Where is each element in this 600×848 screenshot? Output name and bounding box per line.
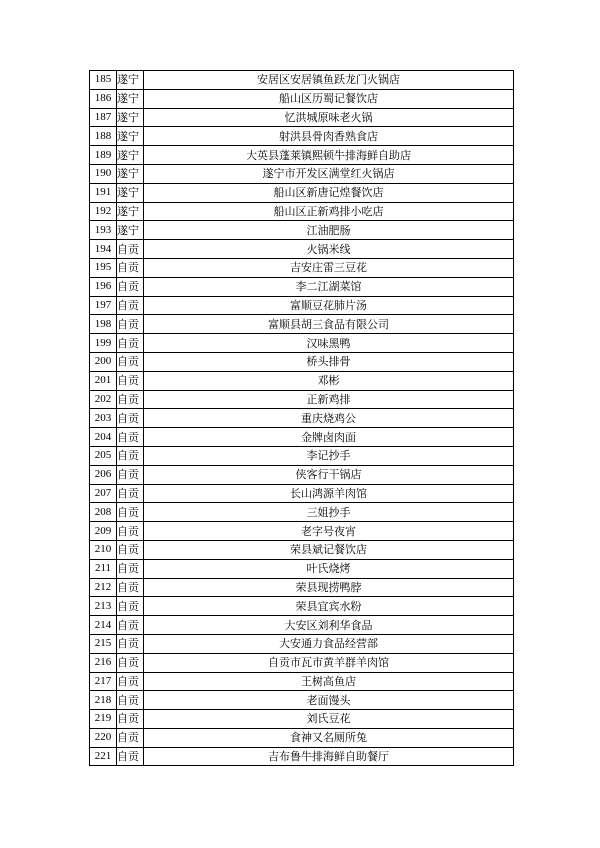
row-city-cell: 自贡 bbox=[117, 409, 144, 428]
row-city-cell: 自贡 bbox=[117, 428, 144, 447]
row-city-cell: 自贡 bbox=[117, 559, 144, 578]
row-city-cell: 自贡 bbox=[117, 691, 144, 710]
table-row bbox=[90, 597, 514, 616]
row-city-cell: 自贡 bbox=[117, 240, 144, 259]
row-name-cell: 自贡市瓦市黄羊群羊肉馆 bbox=[144, 653, 514, 672]
row-number-cell: 188 bbox=[90, 127, 117, 146]
row-number-cell: 221 bbox=[90, 747, 117, 766]
row-city-cell: 遂宁 bbox=[117, 202, 144, 221]
table-row bbox=[90, 183, 514, 202]
table-row bbox=[90, 258, 514, 277]
row-name-cell: 荣县斌记餐饮店 bbox=[144, 540, 514, 559]
row-number-cell: 211 bbox=[90, 559, 117, 578]
row-city-cell: 自贡 bbox=[117, 334, 144, 353]
row-city-cell: 自贡 bbox=[117, 296, 144, 315]
row-city-cell: 自贡 bbox=[117, 616, 144, 635]
row-number-cell: 208 bbox=[90, 503, 117, 522]
row-name-cell: 荣县现捞鸭脖 bbox=[144, 578, 514, 597]
row-city-cell: 自贡 bbox=[117, 258, 144, 277]
row-name-cell: 正新鸡排 bbox=[144, 390, 514, 409]
row-number-cell: 219 bbox=[90, 710, 117, 729]
row-number-cell: 202 bbox=[90, 390, 117, 409]
table-row bbox=[90, 503, 514, 522]
row-number-cell: 213 bbox=[90, 597, 117, 616]
table-body bbox=[90, 71, 514, 766]
row-number-cell: 185 bbox=[90, 71, 117, 90]
table-row bbox=[90, 672, 514, 691]
table-row bbox=[90, 728, 514, 747]
row-number-cell: 193 bbox=[90, 221, 117, 240]
row-name-cell: 汉味黑鸭 bbox=[144, 334, 514, 353]
row-name-cell: 大英县蓬莱镇熙顿牛排海鲜自助店 bbox=[144, 146, 514, 165]
row-name-cell: 遂宁市开发区满堂红火锅店 bbox=[144, 164, 514, 183]
row-name-cell: 叶氏烧烤 bbox=[144, 559, 514, 578]
table-row bbox=[90, 559, 514, 578]
table-row bbox=[90, 484, 514, 503]
row-city-cell: 自贡 bbox=[117, 465, 144, 484]
row-city-cell: 自贡 bbox=[117, 390, 144, 409]
row-name-cell: 船山区新唐记煌餐饮店 bbox=[144, 183, 514, 202]
row-number-cell: 200 bbox=[90, 352, 117, 371]
row-number-cell: 198 bbox=[90, 315, 117, 334]
row-name-cell: 李记抄手 bbox=[144, 446, 514, 465]
row-city-cell: 自贡 bbox=[117, 371, 144, 390]
table-row bbox=[90, 616, 514, 635]
row-city-cell: 自贡 bbox=[117, 503, 144, 522]
row-city-cell: 自贡 bbox=[117, 578, 144, 597]
row-name-cell: 船山区正新鸡排小吃店 bbox=[144, 202, 514, 221]
row-name-cell: 富顺县胡三食品有限公司 bbox=[144, 315, 514, 334]
row-number-cell: 197 bbox=[90, 296, 117, 315]
table-row bbox=[90, 89, 514, 108]
row-number-cell: 195 bbox=[90, 258, 117, 277]
row-number-cell: 194 bbox=[90, 240, 117, 259]
row-number-cell: 206 bbox=[90, 465, 117, 484]
row-city-cell: 自贡 bbox=[117, 352, 144, 371]
row-city-cell: 自贡 bbox=[117, 728, 144, 747]
row-number-cell: 196 bbox=[90, 277, 117, 296]
row-city-cell: 自贡 bbox=[117, 522, 144, 541]
row-name-cell: 长山鸿源羊肉馆 bbox=[144, 484, 514, 503]
table-row bbox=[90, 334, 514, 353]
row-city-cell: 自贡 bbox=[117, 710, 144, 729]
row-name-cell: 金牌卤肉面 bbox=[144, 428, 514, 447]
row-city-cell: 遂宁 bbox=[117, 183, 144, 202]
table-row bbox=[90, 522, 514, 541]
table-row bbox=[90, 127, 514, 146]
row-name-cell: 王树高鱼店 bbox=[144, 672, 514, 691]
table-row bbox=[90, 634, 514, 653]
row-city-cell: 自贡 bbox=[117, 747, 144, 766]
row-number-cell: 207 bbox=[90, 484, 117, 503]
row-number-cell: 199 bbox=[90, 334, 117, 353]
row-name-cell: 李二江湖菜馆 bbox=[144, 277, 514, 296]
table-row bbox=[90, 747, 514, 766]
table-row bbox=[90, 710, 514, 729]
row-number-cell: 201 bbox=[90, 371, 117, 390]
row-name-cell: 江油肥肠 bbox=[144, 221, 514, 240]
table-row bbox=[90, 71, 514, 90]
row-city-cell: 遂宁 bbox=[117, 146, 144, 165]
row-name-cell: 荣县宜宾水粉 bbox=[144, 597, 514, 616]
row-city-cell: 自贡 bbox=[117, 672, 144, 691]
row-number-cell: 215 bbox=[90, 634, 117, 653]
row-name-cell: 船山区历蜀记餐饮店 bbox=[144, 89, 514, 108]
row-name-cell: 老面馒头 bbox=[144, 691, 514, 710]
row-number-cell: 191 bbox=[90, 183, 117, 202]
row-number-cell: 190 bbox=[90, 164, 117, 183]
row-city-cell: 遂宁 bbox=[117, 89, 144, 108]
row-city-cell: 自贡 bbox=[117, 597, 144, 616]
table-row bbox=[90, 164, 514, 183]
row-city-cell: 遂宁 bbox=[117, 71, 144, 90]
row-city-cell: 遂宁 bbox=[117, 127, 144, 146]
row-name-cell: 邓彬 bbox=[144, 371, 514, 390]
row-number-cell: 203 bbox=[90, 409, 117, 428]
table-row bbox=[90, 390, 514, 409]
table-row bbox=[90, 240, 514, 259]
row-number-cell: 186 bbox=[90, 89, 117, 108]
row-number-cell: 217 bbox=[90, 672, 117, 691]
row-number-cell: 187 bbox=[90, 108, 117, 127]
row-number-cell: 210 bbox=[90, 540, 117, 559]
row-city-cell: 遂宁 bbox=[117, 221, 144, 240]
row-name-cell: 重庆烧鸡公 bbox=[144, 409, 514, 428]
row-number-cell: 209 bbox=[90, 522, 117, 541]
row-name-cell: 侠客行干锅店 bbox=[144, 465, 514, 484]
row-number-cell: 192 bbox=[90, 202, 117, 221]
row-name-cell: 刘氏豆花 bbox=[144, 710, 514, 729]
table-row bbox=[90, 578, 514, 597]
restaurant-table bbox=[89, 70, 514, 766]
row-city-cell: 自贡 bbox=[117, 277, 144, 296]
row-name-cell: 安居区安居镇鱼跃龙门火锅店 bbox=[144, 71, 514, 90]
table-row bbox=[90, 691, 514, 710]
row-city-cell: 自贡 bbox=[117, 484, 144, 503]
table-row bbox=[90, 146, 514, 165]
table-row bbox=[90, 540, 514, 559]
table-row bbox=[90, 465, 514, 484]
row-city-cell: 自贡 bbox=[117, 653, 144, 672]
row-city-cell: 遂宁 bbox=[117, 164, 144, 183]
row-number-cell: 189 bbox=[90, 146, 117, 165]
table-row bbox=[90, 108, 514, 127]
table-row bbox=[90, 653, 514, 672]
row-number-cell: 218 bbox=[90, 691, 117, 710]
table-row bbox=[90, 409, 514, 428]
table-row bbox=[90, 352, 514, 371]
row-name-cell: 大安区刘利华食品 bbox=[144, 616, 514, 635]
row-city-cell: 遂宁 bbox=[117, 108, 144, 127]
row-name-cell: 三姐抄手 bbox=[144, 503, 514, 522]
table-row bbox=[90, 446, 514, 465]
table-row bbox=[90, 371, 514, 390]
table-row bbox=[90, 221, 514, 240]
row-number-cell: 212 bbox=[90, 578, 117, 597]
table-row bbox=[90, 277, 514, 296]
row-name-cell: 吉安庄雷三豆花 bbox=[144, 258, 514, 277]
row-city-cell: 自贡 bbox=[117, 540, 144, 559]
row-name-cell: 老字号夜宵 bbox=[144, 522, 514, 541]
row-name-cell: 吉布鲁牛排海鲜自助餐厅 bbox=[144, 747, 514, 766]
row-city-cell: 自贡 bbox=[117, 446, 144, 465]
table-row bbox=[90, 428, 514, 447]
row-number-cell: 214 bbox=[90, 616, 117, 635]
row-number-cell: 220 bbox=[90, 728, 117, 747]
table-row bbox=[90, 315, 514, 334]
row-name-cell: 火锅米线 bbox=[144, 240, 514, 259]
row-name-cell: 富顺豆花肺片汤 bbox=[144, 296, 514, 315]
row-name-cell: 大安通力食品经营部 bbox=[144, 634, 514, 653]
row-city-cell: 自贡 bbox=[117, 634, 144, 653]
table-row bbox=[90, 202, 514, 221]
row-name-cell: 食神又名厕所兔 bbox=[144, 728, 514, 747]
row-number-cell: 216 bbox=[90, 653, 117, 672]
row-number-cell: 204 bbox=[90, 428, 117, 447]
row-name-cell: 射洪县骨肉香熟食店 bbox=[144, 127, 514, 146]
row-name-cell: 桥头排骨 bbox=[144, 352, 514, 371]
row-city-cell: 自贡 bbox=[117, 315, 144, 334]
row-number-cell: 205 bbox=[90, 446, 117, 465]
table-row bbox=[90, 296, 514, 315]
row-name-cell: 忆洪城原味老火锅 bbox=[144, 108, 514, 127]
